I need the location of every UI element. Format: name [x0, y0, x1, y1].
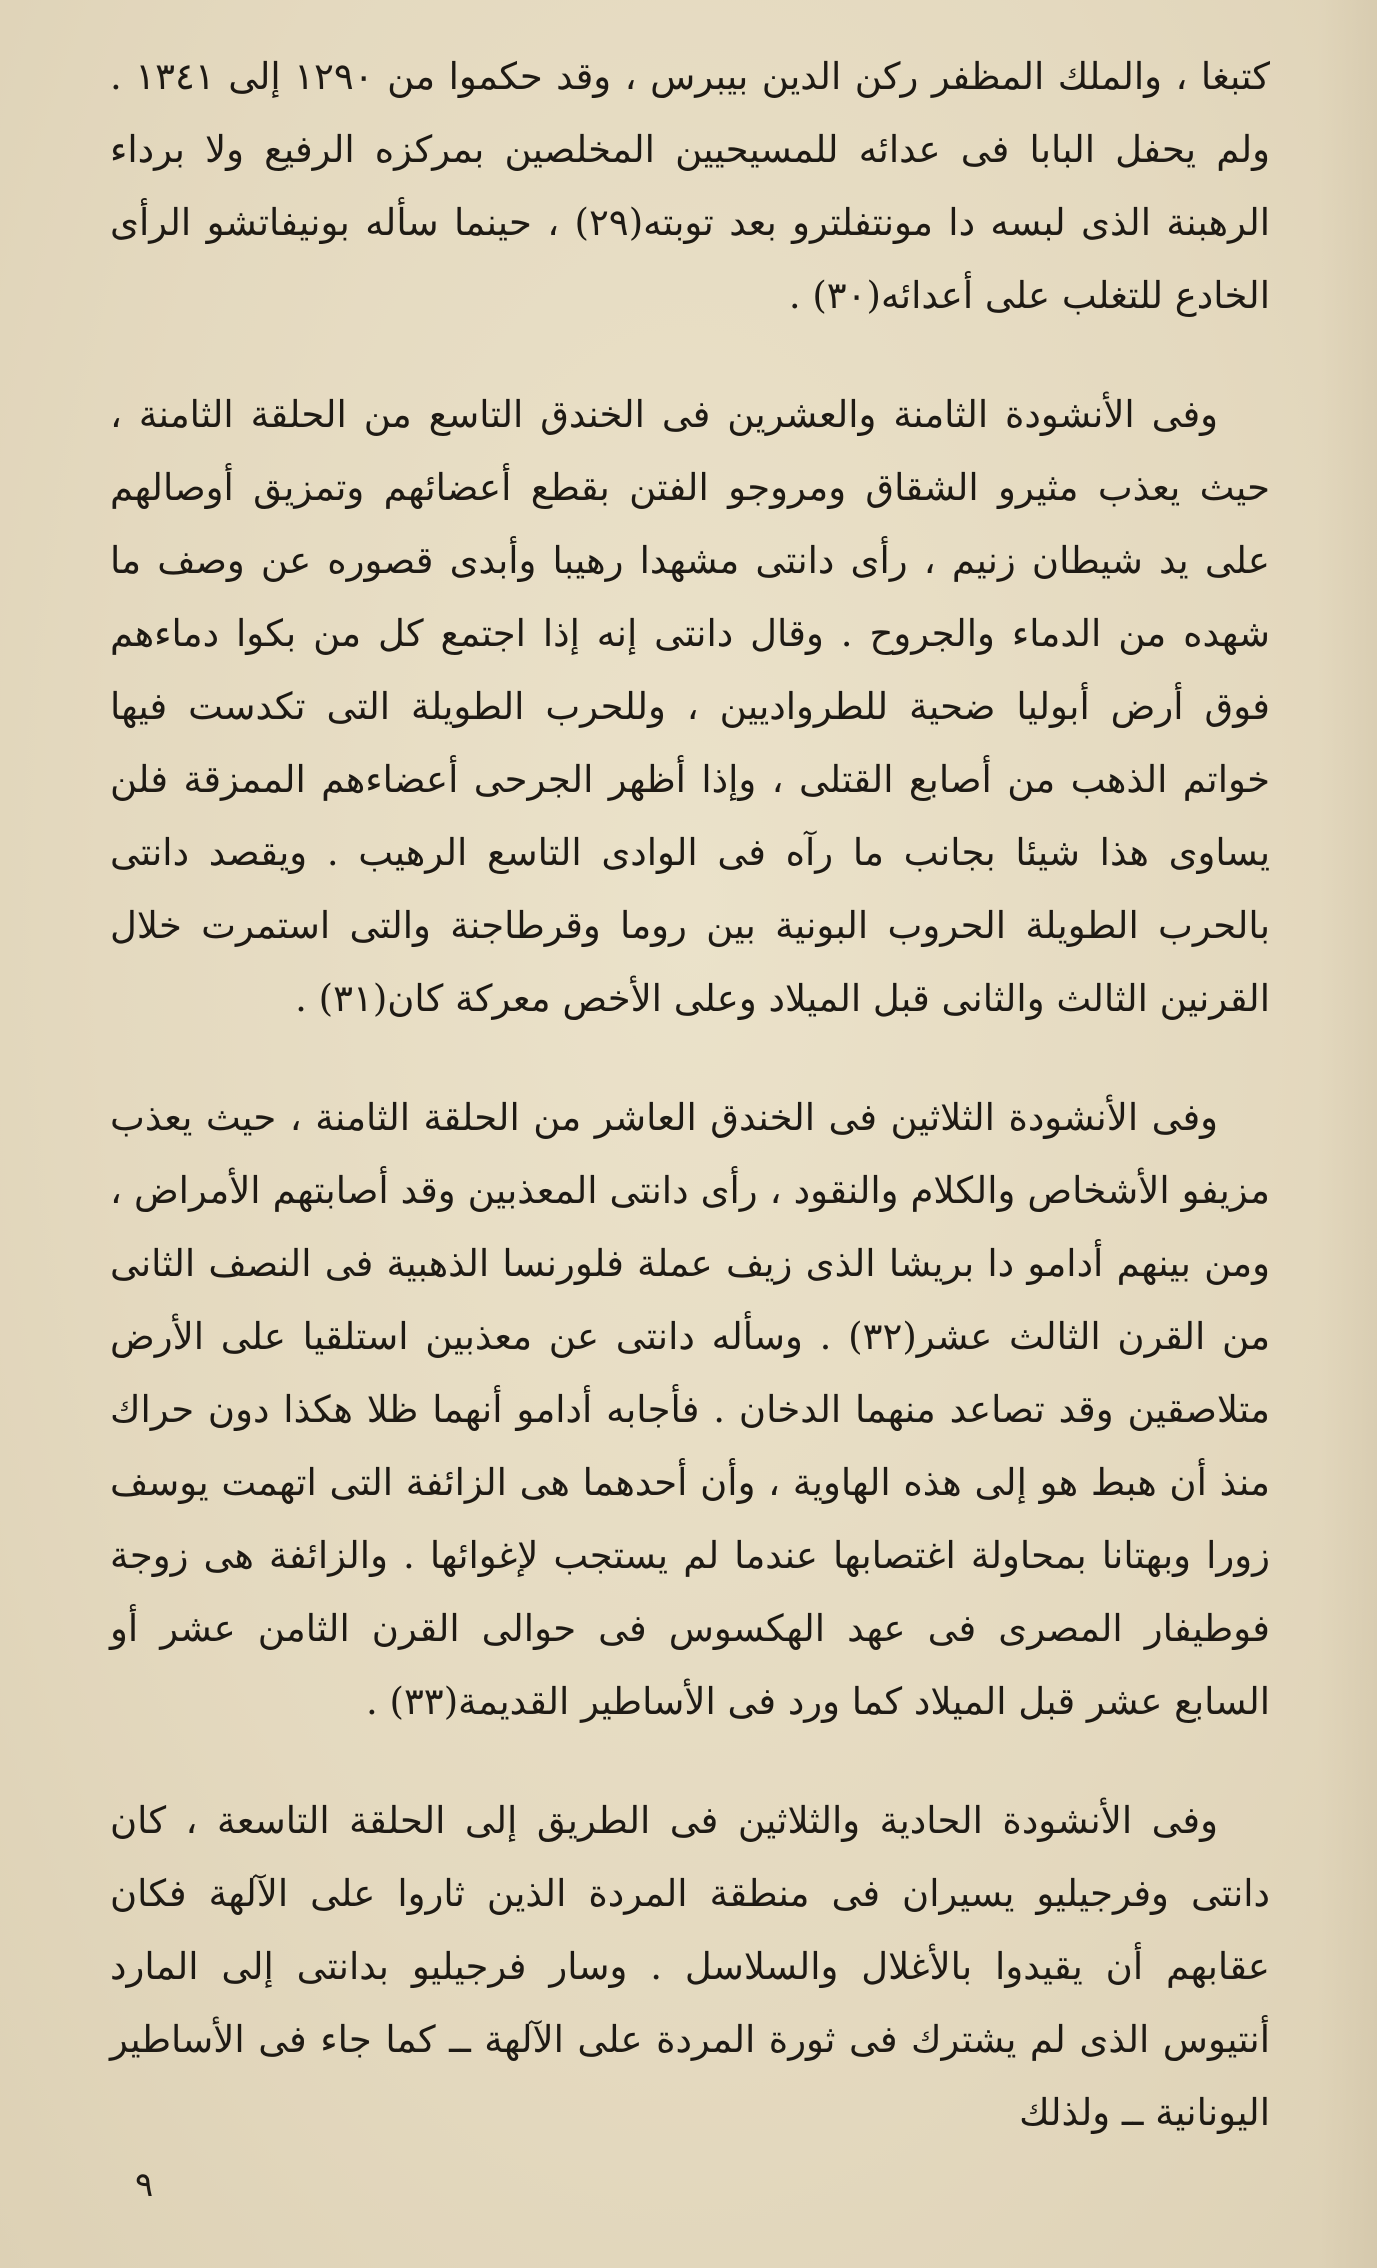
- paragraph-canto-31: وفى الأنشودة الحادية والثلاثين فى الطريق إلى الحلقة التاسعة ، كان دانتى وفرجيليو يسيران فى منطقة المردة الذين ثاروا على الآلهة فكان عقابهم أن يقيدوا بالأغلال والسلاسل . وسار فرجيليو بدانتى إلى المارد أنتيوس الذى لم يشترك فى ثورة المردة على الآلهة ــ كما جاء فى الأساطير اليونانية ــ ولذلك: [110, 1799, 1270, 2134]
- page-edge-shadow: [1317, 0, 1377, 2268]
- paragraph-continuation: كتبغا ، والملك المظفر ركن الدين بيبرس ، وقد حكموا من ١٢٩٠ إلى ١٣٤١ . ولم يحفل البابا فى عدائه للمسيحيين المخلصين بمركزه الرفيع ولا برداء الرهبنة الذى لبسه دا مونتفلترو بعد توبته(٢٩) ، حينما سأله بونيفاتشو الرأى الخادع للتغلب على أعدائه(٣٠) .: [110, 55, 1270, 317]
- book-page: [110, 40, 1270, 2195]
- paragraph-canto-30: وفى الأنشودة الثلاثين فى الخندق العاشر من الحلقة الثامنة ، حيث يعذب مزيفو الأشخاص والكلام والنقود ، رأى دانتى المعذبين وقد أصابتهم الأمراض ، ومن بينهم أدامو دا بريشا الذى زيف عملة فلورنسا الذهبية فى النصف الثانى من القرن الثالث عشر(٣٢) . وسأله دانتى عن معذبين استلقيا على الأرض متلاصقين وقد تصاعد منهما الدخان . فأجابه أدامو أنهما ظلا هكذا دون حراك منذ أن هبط هو إلى هذه الهاوية ، وأن أحدهما هى الزائفة التى اتهمت يوسف زورا وبهتانا بمحاولة اغتصابها عندما لم يستجب لإغوائها . والزائفة هى زوجة فوطيفار المصرى فى عهد الهكسوس فى حوالى القرن الثامن عشر أو السابع عشر قبل الميلاد كما ورد فى الأساطير القديمة(٣٣) .: [110, 1096, 1271, 1723]
- page-number: ٩: [135, 2165, 154, 2205]
- paragraph-canto-28: وفى الأنشودة الثامنة والعشرين فى الخندق التاسع من الحلقة الثامنة ، حيث يعذب مثيرو الشقاق ومروجو الفتن بقطع أعضائهم وتمزيق أوصالهم على يد شيطان زنيم ، رأى دانتى مشهدا رهيبا وأبدى قصوره عن وصف ما شهده من الدماء والجروح . وقال دانتى إنه إذا اجتمع كل من بكوا دماءهم فوق أرض أبوليا ضحية للطرواديين ، وللحرب الطويلة التى تكدست فيها خواتم الذهب من أصابع القتلى ، وإذا أظهر الجرحى أعضاءهم الممزقة فلن يساوى هذا شيئا بجانب ما رآه فى الوادى التاسع الرهيب . ويقصد دانتى بالحرب الطويلة الحروب البونية بين روما وقرطاجنة والتى استمرت خلال القرنين الثالث والثانى قبل الميلاد وعلى الأخص معركة كان(٣١) .: [110, 393, 1270, 1020]
